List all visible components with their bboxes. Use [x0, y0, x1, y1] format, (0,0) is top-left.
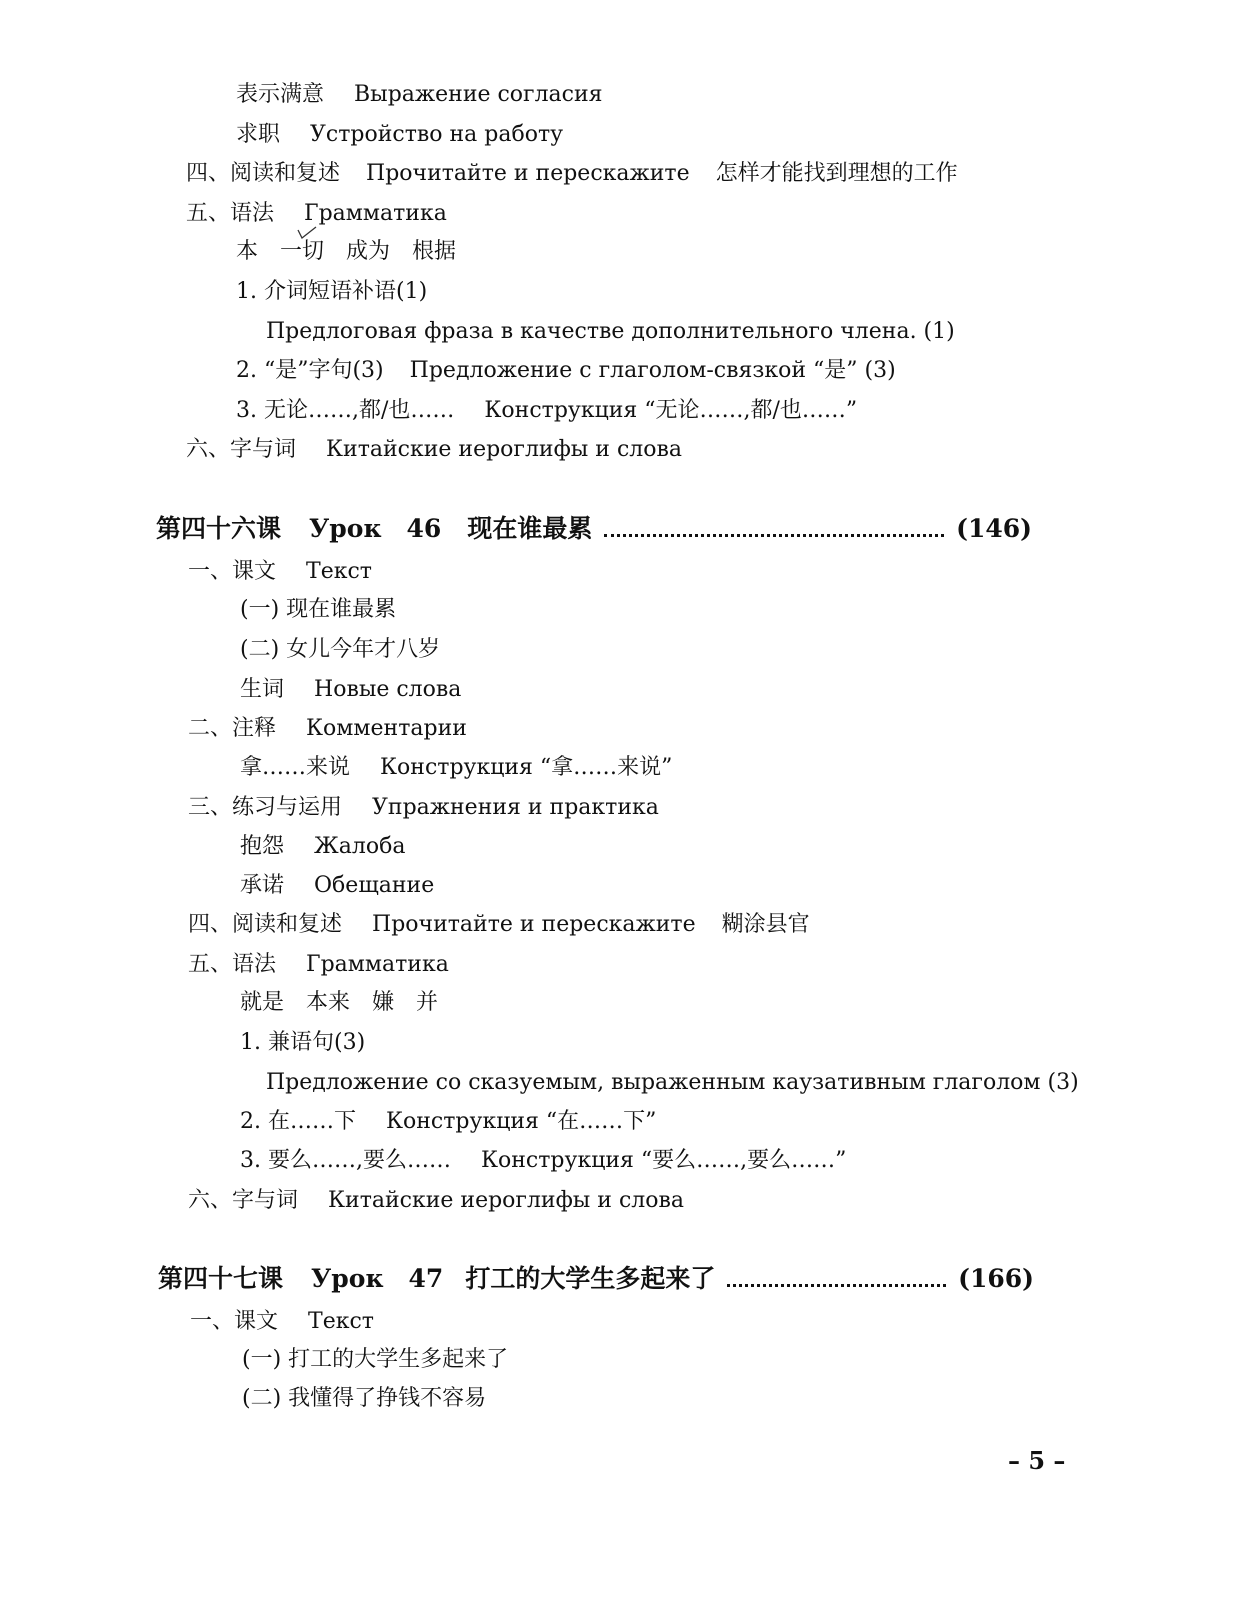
- toc-entry: [240, 675, 461, 705]
- toc-entry: [240, 832, 405, 862]
- lesson-title: 现在谁最累: [467, 514, 593, 543]
- grammar-point: [236, 356, 896, 386]
- section-ru: Прочитайте и перескажите: [372, 912, 696, 937]
- toc-section: [188, 950, 449, 980]
- section-ru: Текст: [306, 559, 372, 584]
- entry-ru: Выражение согласия: [354, 82, 603, 107]
- section-ru: Прочитайте и перескажите: [366, 161, 690, 186]
- grammar-cn: 3. 无论……,都/也……: [236, 398, 455, 423]
- lesson-ru: Урок 47: [311, 1264, 444, 1293]
- toc-section: [188, 557, 372, 587]
- grammar-point-ru: Предложение со сказуемым, выраженным каузативным глаголом (3): [266, 1070, 1079, 1095]
- grammar-cn: 2. “是”字句(3): [236, 358, 384, 383]
- section-ru: Грамматика: [304, 201, 447, 226]
- grammar-cn: 2. 在……下: [240, 1109, 356, 1134]
- toc-entry: [240, 871, 434, 901]
- entry-ru: Жалоба: [314, 834, 406, 859]
- entry-cn: 生词: [240, 677, 285, 702]
- entry-ru: Новые слова: [314, 677, 462, 702]
- leader-dots: [604, 534, 944, 537]
- grammar-point: [240, 1146, 846, 1176]
- toc-entry: [236, 80, 603, 110]
- grammar-point-ru: Предлоговая фраза в качестве дополнительного члена. (1): [266, 319, 955, 344]
- grammar-point: [236, 396, 857, 426]
- section-cn: 二、注释: [188, 716, 277, 741]
- lesson-page: (166): [958, 1264, 1034, 1293]
- lesson-page: (146): [956, 514, 1032, 543]
- page-number: – 5 –: [1008, 1446, 1066, 1475]
- grammar-ru: Предложение с глаголом-связкой “是” (3): [409, 358, 896, 383]
- grammar-ru: Конструкция “要么……,要么……”: [480, 1148, 847, 1173]
- toc-section: [186, 199, 447, 229]
- grammar-cn: 3. 要么……,要么……: [240, 1148, 451, 1173]
- reading-title: 怎样才能找到理想的工作: [715, 161, 958, 186]
- entry-ru: Обещание: [314, 873, 435, 898]
- grammar-point: 1. 兼语句(3): [240, 1030, 366, 1055]
- section-cn: 六、字与词: [188, 1188, 299, 1213]
- grammar-ru: Конструкция “在……下”: [385, 1109, 657, 1134]
- grammar-words: 就是 本来 嫌 并: [240, 990, 439, 1015]
- grammar-point: [240, 1107, 656, 1137]
- toc-section: [186, 159, 958, 189]
- entry-ru: Устройство на работу: [310, 122, 564, 147]
- grammar-words: 本 一切 成为 根据: [236, 239, 457, 264]
- grammar-ru: Конструкция “无论……,都/也……”: [484, 398, 858, 423]
- section-ru: Упражнения и практика: [372, 795, 659, 820]
- lesson-47-heading: [158, 1262, 1034, 1296]
- entry-cn: 表示满意: [236, 82, 325, 107]
- text-item: (二) 女儿今年才八岁: [240, 637, 441, 662]
- toc-section: [188, 793, 659, 823]
- lesson-46-heading: [156, 512, 1032, 546]
- toc-entry: [240, 753, 672, 783]
- toc-section: [188, 714, 467, 744]
- lesson-cn: 第四十六课: [156, 514, 282, 543]
- section-cn: 四、阅读和复述: [186, 161, 341, 186]
- entry-cn: 求职: [236, 122, 281, 147]
- section-cn: 六、字与词: [186, 437, 297, 462]
- text-item: (一) 打工的大学生多起来了: [242, 1347, 509, 1372]
- section-ru: Комментарии: [306, 716, 467, 741]
- section-cn: 一、课文: [190, 1309, 279, 1334]
- reading-title: 糊涂县官: [721, 912, 810, 937]
- entry-cn: 承诺: [240, 873, 285, 898]
- toc-entry: [236, 120, 563, 150]
- section-cn: 五、语法: [186, 201, 275, 226]
- lesson-title: 打工的大学生多起来了: [465, 1264, 716, 1293]
- lesson-cn: 第四十七课: [158, 1264, 284, 1293]
- section-cn: 一、课文: [188, 559, 277, 584]
- section-ru: Грамматика: [306, 952, 449, 977]
- entry-ru: Конструкция “拿……来说”: [380, 755, 673, 780]
- section-ru: Текст: [308, 1309, 374, 1334]
- section-cn: 五、语法: [188, 952, 277, 977]
- section-ru: Китайские иероглифы и слова: [328, 1188, 685, 1213]
- toc-section: [190, 1307, 374, 1337]
- toc-section: [188, 1186, 684, 1216]
- section-cn: 三、练习与运用: [188, 795, 343, 820]
- leader-dots: [727, 1284, 946, 1287]
- entry-cn: 抱怨: [240, 834, 285, 859]
- section-cn: 四、阅读和复述: [188, 912, 343, 937]
- grammar-point: 1. 介词短语补语(1): [236, 279, 428, 304]
- toc-section: [186, 435, 682, 465]
- text-item: (一) 现在谁最累: [240, 597, 397, 622]
- toc-section: [188, 910, 810, 940]
- lesson-ru: Урок 46: [309, 514, 442, 543]
- entry-cn: 拿……来说: [240, 755, 351, 780]
- section-ru: Китайские иероглифы и слова: [326, 437, 683, 462]
- text-item: (二) 我懂得了挣钱不容易: [242, 1386, 487, 1411]
